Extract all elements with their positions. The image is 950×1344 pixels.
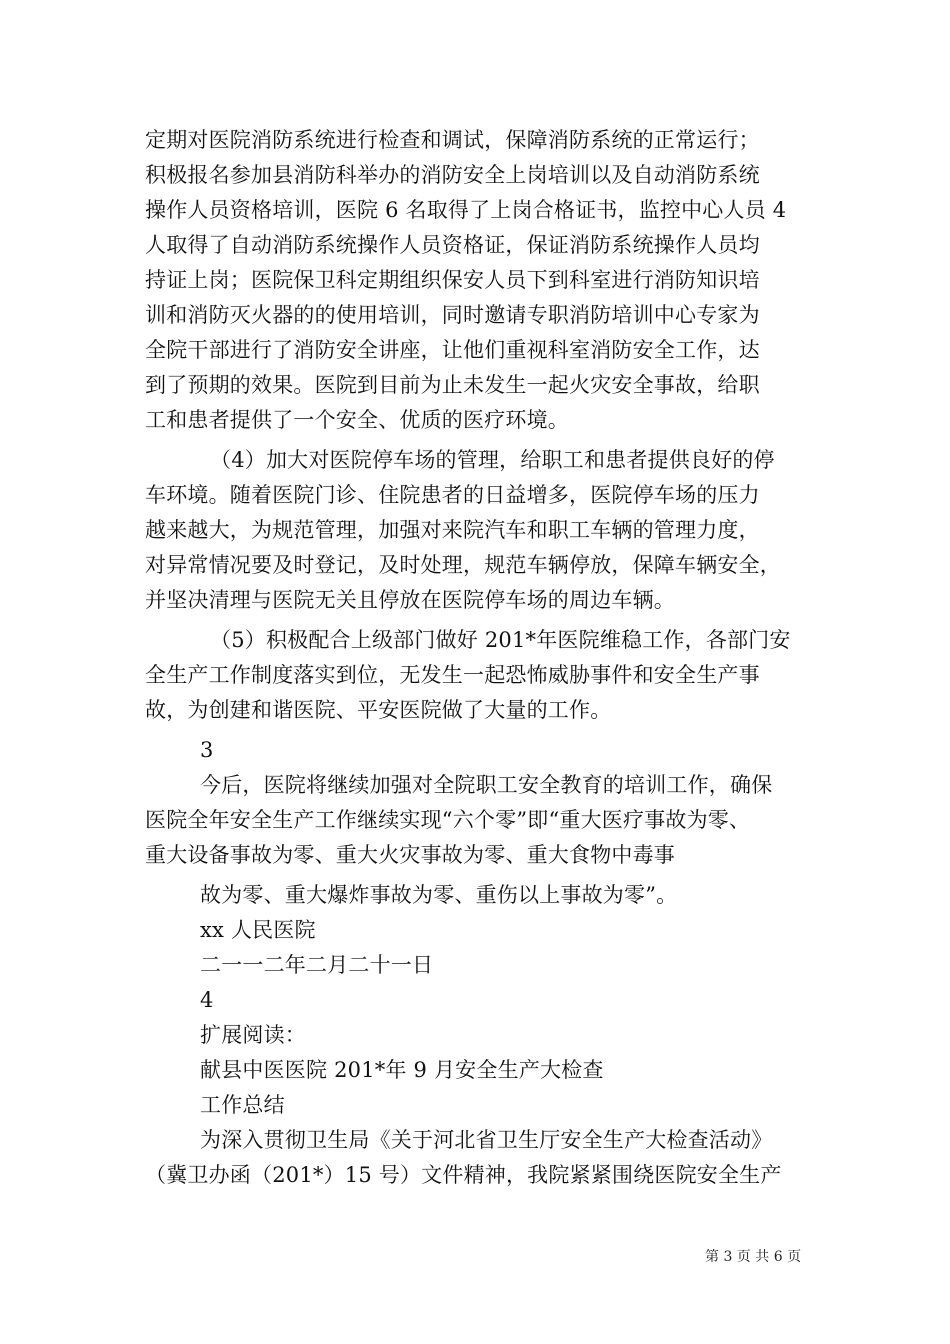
- body-text-line: 定期对医院消防系统进行检查和调试，保障消防系统的正常运行；: [145, 128, 760, 152]
- body-text-line: 医院全年安全生产工作继续实现“六个零”即“重大医疗事故为零、: [145, 808, 751, 832]
- paragraph-4-start: （4）加大对医院停车场的管理，给职工和患者提供良好的停: [210, 448, 775, 472]
- body-text-line: 车环境。随着医院门诊、住院患者的日益增多，医院停车场的压力: [145, 483, 760, 507]
- body-text-line: 重大设备事故为零、重大火灾事故为零、重大食物中毒事: [145, 843, 675, 867]
- body-text-line: 到了预期的效果。医院到目前为止未发生一起火灾安全事故，给职: [145, 373, 760, 397]
- body-text-line: 越来越大，为规范管理，加强对来院汽车和职工车辆的管理力度，: [145, 518, 760, 542]
- body-text-line: 故为零、重大爆炸事故为零、重伤以上事故为零”。: [200, 883, 678, 907]
- body-text-line: 积极报名参加县消防科举办的消防安全上岗培训以及自动消防系统: [145, 163, 760, 187]
- signature-org: xx 人民医院: [200, 918, 316, 942]
- page-marker: 4: [200, 988, 214, 1012]
- body-text-line: 操作人员资格培训，医院 6 名取得了上岗合格证书，监控中心人员 4: [145, 198, 787, 222]
- extended-reading-heading: 扩展阅读：: [200, 1023, 306, 1047]
- body-text-line: 并坚决清理与医院无关且停放在医院停车场的周边车辆。: [145, 588, 675, 612]
- article-title: 献县中医医院 201*年 9 月安全生产大检查: [200, 1058, 604, 1082]
- paragraph-conclusion-start: 今后，医院将继续加强对全院职工安全教育的培训工作，确保: [200, 773, 773, 797]
- body-text-line: 人取得了自动消防系统操作人员资格证，保证消防系统操作人员均: [145, 233, 760, 257]
- page-footer: 第 3 页 共 6 页: [705, 1249, 802, 1265]
- body-text-line: 工和患者提供了一个安全、优质的医疗环境。: [145, 408, 569, 432]
- paragraph-5-start: （5）积极配合上级部门做好 201*年医院维稳工作，各部门安: [210, 628, 791, 652]
- body-text-line: 为深入贯彻卫生局《关于河北省卫生厅安全生产大检查活动》: [200, 1128, 773, 1152]
- body-text-line: 持证上岗；医院保卫科定期组织保安人员下到科室进行消防知识培: [145, 268, 760, 292]
- signature-date: 二一一二年二月二十一日: [200, 953, 434, 977]
- body-text-line: 全生产工作制度落实到位，无发生一起恐怖威胁事件和安全生产事: [145, 663, 760, 687]
- body-text-line: 故，为创建和谐医院、平安医院做了大量的工作。: [145, 698, 612, 722]
- page-marker: 3: [200, 738, 214, 762]
- body-text-line: 对异常情况要及时登记，及时处理，规范车辆停放，保障车辆安全，: [145, 553, 781, 577]
- body-text-line: 训和消防灭火器的的使用培训，同时邀请专职消防培训中心专家为: [145, 303, 760, 327]
- body-text-line: 全院干部进行了消防安全讲座，让他们重视科室消防安全工作，达: [145, 338, 760, 362]
- article-title: 工作总结: [200, 1093, 285, 1117]
- body-text-line: （冀卫办函（201*）15 号）文件精神，我院紧紧围绕医院安全生产: [145, 1163, 782, 1187]
